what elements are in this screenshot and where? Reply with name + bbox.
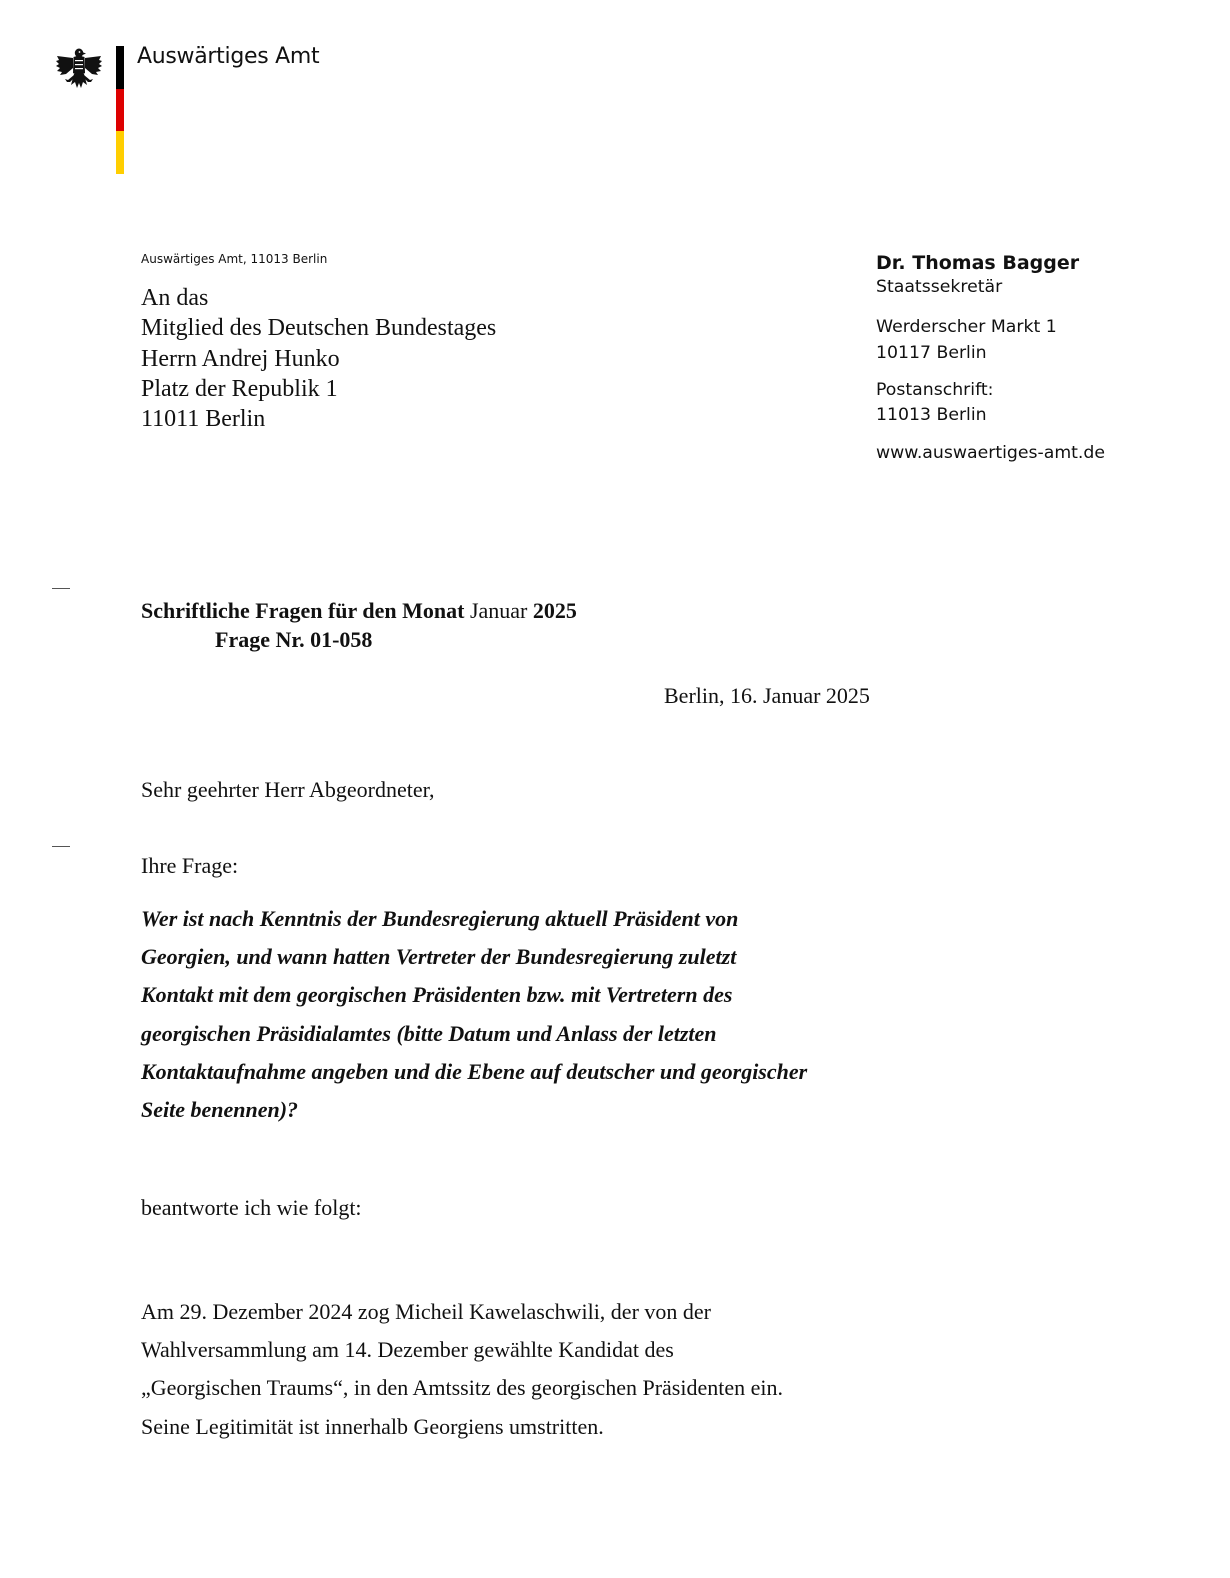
answer-line: Wahlversammlung am 14. Dezember gewählte Kandidat des xyxy=(141,1337,674,1363)
federal-eagle-icon xyxy=(55,46,103,92)
question-number: Frage Nr. 01-058 xyxy=(215,627,373,652)
subject-title: Schriftliche Fragen für den Monat xyxy=(141,598,465,623)
recipient-line: Mitglied des Deutschen Bundestages xyxy=(141,315,497,342)
recipient-address xyxy=(141,283,496,434)
question-line: Georgien, und wann hatten Vertreter der Bundesregierung zuletzt xyxy=(141,944,737,970)
answer-line: Seine Legitimität ist innerhalb Georgiens umstritten. xyxy=(141,1413,604,1439)
fold-mark xyxy=(52,588,70,589)
sender-street: Werderscher Markt 1 xyxy=(876,317,1057,337)
recipient-line: An das xyxy=(141,285,209,311)
recipient-line: 11011 Berlin xyxy=(141,406,266,433)
question-line: georgischen Präsidialamtes (bitte Datum und Anlass der letzten xyxy=(141,1020,717,1046)
postal-address-city: 11013 Berlin xyxy=(876,405,987,425)
answer-text xyxy=(141,1293,783,1446)
flag-stripe-gold xyxy=(116,131,124,174)
answer-line: Am 29. Dezember 2024 zog Micheil Kawelaschwili, der von der xyxy=(141,1299,711,1324)
sender-info-sidebar xyxy=(876,250,1105,465)
answer-line: „Georgischen Traums“, in den Amtssitz des georgischen Präsidenten ein. xyxy=(141,1375,783,1401)
salutation: Sehr geehrter Herr Abgeordneter, xyxy=(141,777,435,802)
sender-city: 10117 Berlin xyxy=(876,343,987,363)
question-label: Ihre Frage: xyxy=(141,853,239,878)
flag-bar xyxy=(116,46,124,174)
postal-address-label: Postanschrift: xyxy=(876,380,994,400)
org-name: Auswärtiges Amt xyxy=(137,44,320,69)
question-line: Kontakt mit dem georgischen Präsidenten bzw. mit Vertretern des xyxy=(141,982,733,1008)
letter-date: Berlin, 16. Januar 2025 xyxy=(664,683,870,708)
subject-year: 2025 xyxy=(532,598,577,623)
question-line: Kontaktaufnahme angeben und die Ebene auf deutscher und georgischer xyxy=(141,1058,808,1084)
question-line: Seite benennen)? xyxy=(141,1097,299,1123)
question-text xyxy=(141,900,901,1129)
subject-month: Januar xyxy=(469,598,528,623)
question-line: Wer ist nach Kenntnis der Bundesregierung aktuell Präsident von xyxy=(141,906,739,931)
sender-return-address: Auswärtiges Amt, 11013 Berlin xyxy=(141,252,328,266)
answer-intro: beantworte ich wie folgt: xyxy=(141,1195,362,1220)
website-link[interactable]: www.auswaertiges-amt.de xyxy=(876,443,1106,463)
sender-name: Dr. Thomas Bagger xyxy=(876,252,1080,274)
fold-mark xyxy=(52,846,70,847)
recipient-line: Herrn Andrej Hunko xyxy=(141,345,340,372)
flag-stripe-red xyxy=(116,89,124,132)
recipient-line: Platz der Republik 1 xyxy=(141,375,338,402)
sender-title: Staatssekretär xyxy=(876,277,1003,297)
subject-line xyxy=(141,596,577,654)
flag-stripe-black xyxy=(116,46,124,89)
